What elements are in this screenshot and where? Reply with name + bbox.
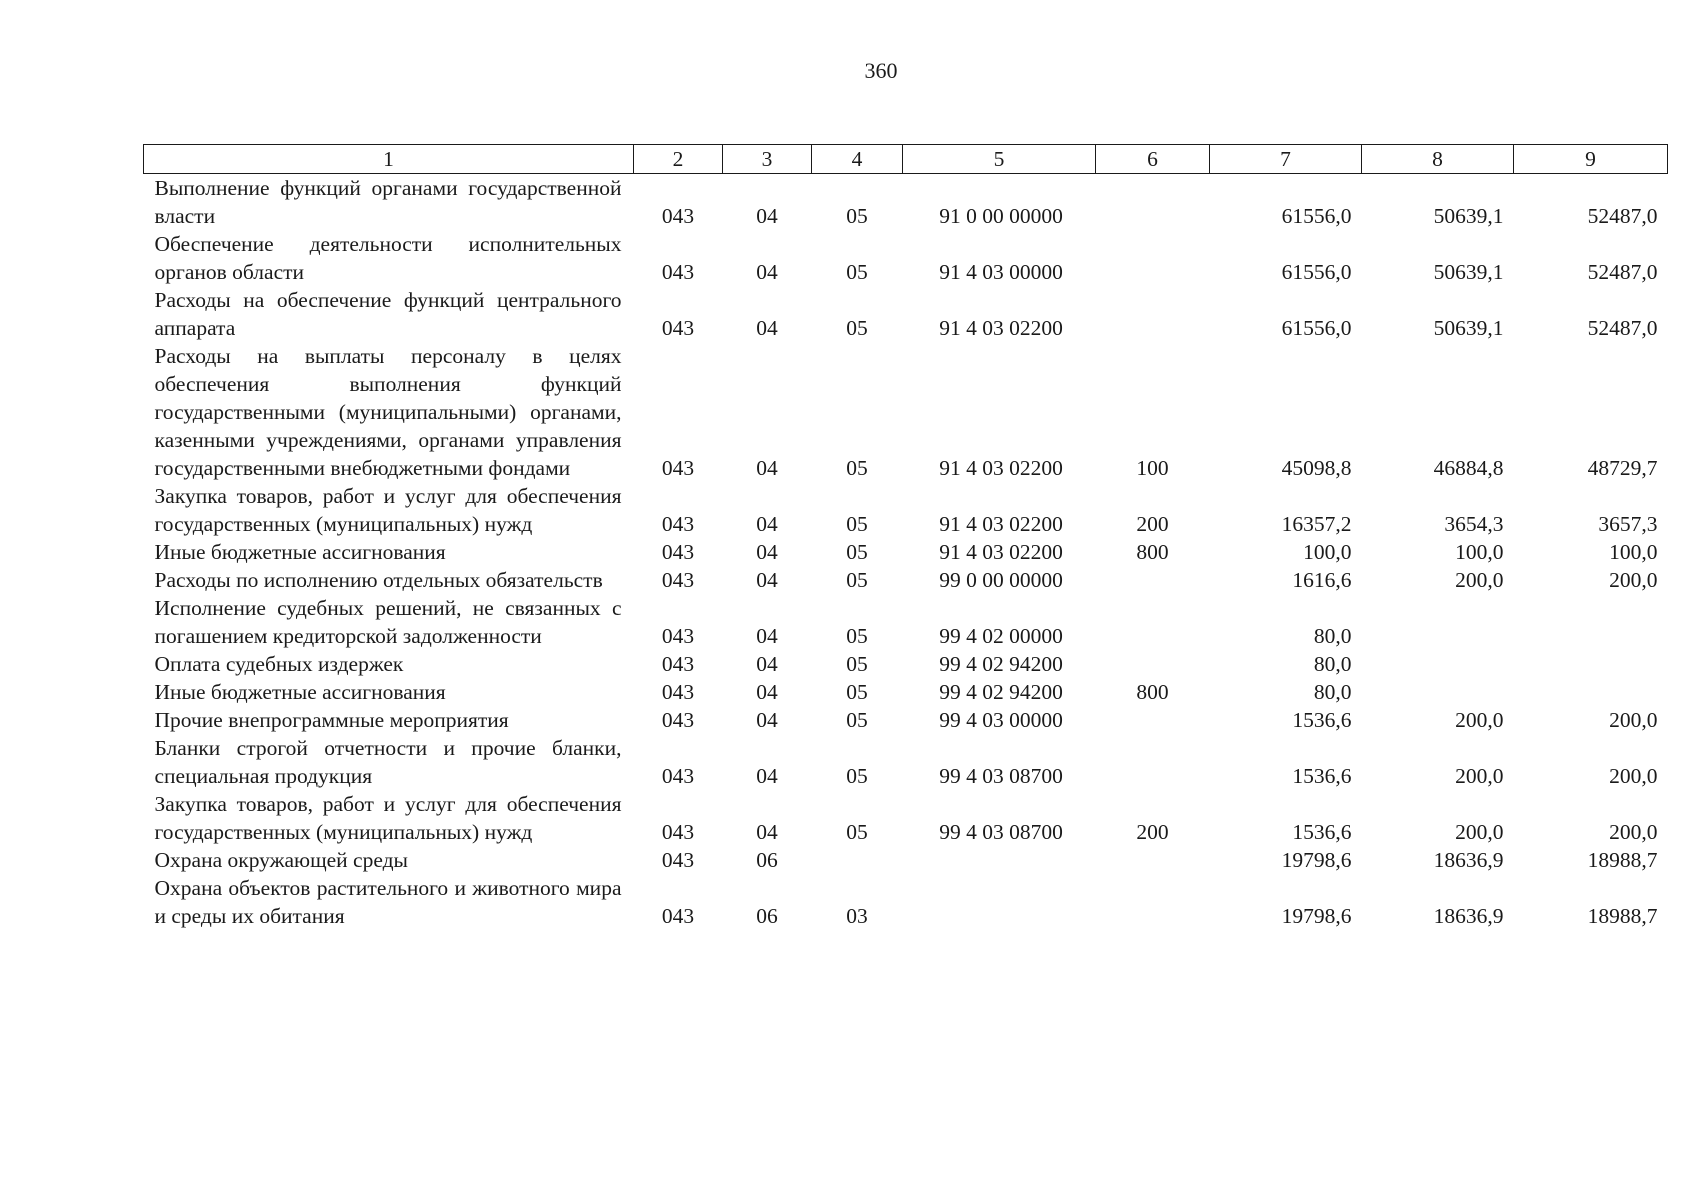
amount-col7-cell: 16357,2 [1281,512,1352,536]
row-name-cell: Иные бюджетные ассигнования [154,540,446,564]
column-header-2: 2 [634,145,723,174]
column-header-7: 7 [1210,145,1362,174]
amount-col8-cell: 200,0 [1455,820,1504,844]
target-article-cell: 91 4 03 02200 [939,540,1063,564]
subsection-cell: 05 [846,568,868,592]
subsection-cell [812,846,903,874]
page-number: 360 [864,58,898,83]
row-name-cell: Бланки строгой отчетности и прочие бланки, специальная продукция [154,736,622,788]
amount-col9-cell [1514,678,1668,706]
target-article-cell: 91 4 03 00000 [939,260,1063,284]
expense-type-cell [1096,874,1210,930]
table-row [144,538,1668,566]
admin-code-cell: 043 [661,540,695,564]
section-cell: 04 [756,680,778,704]
table-row [144,650,1668,678]
table-row [144,230,1668,286]
row-name-cell: Выполнение функций органами государственной власти [154,176,622,228]
row-name-cell: Расходы по исполнению отдельных обязательств [154,568,603,592]
amount-col7-cell: 45098,8 [1281,456,1352,480]
table-row [144,286,1668,342]
section-cell: 04 [756,820,778,844]
amount-col9-cell: 18988,7 [1587,848,1658,872]
amount-col8-cell: 200,0 [1455,568,1504,592]
admin-code-cell: 043 [661,820,695,844]
amount-col7-cell: 80,0 [1313,680,1352,704]
table-row [144,566,1668,594]
row-name-cell: Охрана окружающей среды [154,848,408,872]
amount-col9-cell: 52487,0 [1587,316,1658,340]
target-article-cell: 99 4 02 94200 [939,680,1063,704]
amount-col9-cell: 200,0 [1609,764,1658,788]
expense-type-cell [1096,230,1210,286]
amount-col8-cell: 50639,1 [1433,316,1504,340]
subsection-cell: 05 [846,204,868,228]
table-row [144,678,1668,706]
admin-code-cell: 043 [661,764,695,788]
subsection-cell: 03 [846,904,868,928]
amount-col8-cell: 200,0 [1455,764,1504,788]
table-row [144,790,1668,846]
amount-col8-cell: 46884,8 [1433,456,1504,480]
target-article-cell: 99 4 02 94200 [939,652,1063,676]
expense-type-cell: 100 [1136,456,1169,480]
admin-code-cell: 043 [661,848,695,872]
header-row [144,145,1668,174]
row-name-cell: Иные бюджетные ассигнования [154,680,446,704]
amount-col7-cell: 1616,6 [1292,568,1352,592]
subsection-cell: 05 [846,624,868,648]
section-cell: 04 [756,764,778,788]
table-row [144,874,1668,930]
table-row [144,482,1668,538]
admin-code-cell: 043 [661,904,695,928]
amount-col8-cell: 3654,3 [1444,512,1504,536]
section-cell: 04 [756,260,778,284]
section-cell: 06 [756,904,778,928]
amount-col9-cell: 100,0 [1609,540,1658,564]
amount-col7-cell: 1536,6 [1292,708,1352,732]
amount-col8-cell [1362,678,1514,706]
amount-col9-cell: 18988,7 [1587,904,1658,928]
table-row [144,734,1668,790]
amount-col9-cell: 3657,3 [1598,512,1658,536]
section-cell: 04 [756,316,778,340]
amount-col9-cell: 200,0 [1609,568,1658,592]
subsection-cell: 05 [846,540,868,564]
amount-col7-cell: 19798,6 [1281,904,1352,928]
admin-code-cell: 043 [661,512,695,536]
amount-col7-cell: 61556,0 [1281,260,1352,284]
subsection-cell: 05 [846,512,868,536]
amount-col7-cell: 80,0 [1313,624,1352,648]
admin-code-cell: 043 [661,568,695,592]
row-name-cell: Оплата судебных издержек [154,652,404,676]
row-name-cell: Закупка товаров, работ и услуг для обеспечения государственных (муниципальных) нужд [154,484,622,536]
section-cell: 04 [756,512,778,536]
row-name-cell: Обеспечение деятельности исполнительных органов области [154,232,622,284]
subsection-cell: 05 [846,456,868,480]
subsection-cell: 05 [846,764,868,788]
amount-col7-cell: 61556,0 [1281,316,1352,340]
admin-code-cell: 043 [661,204,695,228]
amount-col9-cell: 200,0 [1609,708,1658,732]
column-header-4: 4 [812,145,903,174]
amount-col9-cell: 52487,0 [1587,260,1658,284]
target-article-cell: 99 4 03 00000 [939,708,1063,732]
target-article-cell: 91 4 03 02200 [939,316,1063,340]
target-article-cell: 91 4 03 02200 [939,456,1063,480]
expense-type-cell: 200 [1136,820,1169,844]
subsection-cell: 05 [846,820,868,844]
amount-col8-cell [1362,650,1514,678]
table-row [144,706,1668,734]
admin-code-cell: 043 [661,652,695,676]
admin-code-cell: 043 [661,680,695,704]
table-row [144,342,1668,482]
target-article-cell: 99 4 02 00000 [939,624,1063,648]
admin-code-cell: 043 [661,456,695,480]
expense-type-cell [1096,594,1210,650]
section-cell: 04 [756,708,778,732]
amount-col7-cell: 61556,0 [1281,204,1352,228]
amount-col8-cell: 18636,9 [1433,904,1504,928]
amount-col9-cell: 200,0 [1609,820,1658,844]
target-article-cell: 99 0 00 00000 [939,568,1063,592]
amount-col8-cell: 100,0 [1455,540,1504,564]
subsection-cell: 05 [846,652,868,676]
amount-col7-cell: 100,0 [1303,540,1352,564]
amount-col8-cell: 200,0 [1455,708,1504,732]
row-name-cell: Прочие внепрограммные мероприятия [154,708,509,732]
row-name-cell: Исполнение судебных решений, не связанных с погашением кредиторской задолженности [154,596,622,648]
column-header-1: 1 [144,145,634,174]
amount-col8-cell [1362,594,1514,650]
section-cell: 04 [756,568,778,592]
row-name-cell: Расходы на выплаты персоналу в целях обеспечения выполнения функций государственными (муниципальными) органами, казенными учреждениями, органами управления государственными внебюджетными фондами [154,344,622,480]
section-cell: 04 [756,624,778,648]
table-header [144,145,1668,174]
expense-type-cell: 200 [1136,512,1169,536]
row-name-cell: Охрана объектов растительного и животного мира и среды их обитания [154,876,622,928]
amount-col8-cell: 18636,9 [1433,848,1504,872]
amount-col8-cell: 50639,1 [1433,260,1504,284]
expense-type-cell [1096,706,1210,734]
section-cell: 04 [756,540,778,564]
table-row [144,846,1668,874]
target-article-cell: 99 4 03 08700 [939,764,1063,788]
section-cell: 04 [756,652,778,676]
target-article-cell [903,846,1096,874]
admin-code-cell: 043 [661,260,695,284]
amount-col9-cell: 52487,0 [1587,204,1658,228]
subsection-cell: 05 [846,260,868,284]
amount-col7-cell: 80,0 [1313,652,1352,676]
expense-type-cell [1096,286,1210,342]
subsection-cell: 05 [846,316,868,340]
section-cell: 04 [756,456,778,480]
target-article-cell: 99 4 03 08700 [939,820,1063,844]
target-article-cell [903,874,1096,930]
column-header-3: 3 [723,145,812,174]
target-article-cell: 91 4 03 02200 [939,512,1063,536]
amount-col7-cell: 1536,6 [1292,764,1352,788]
admin-code-cell: 043 [661,316,695,340]
table-row [144,174,1668,231]
section-cell: 06 [756,848,778,872]
subsection-cell: 05 [846,708,868,732]
admin-code-cell: 043 [661,624,695,648]
expense-type-cell: 800 [1136,540,1169,564]
expense-type-cell [1096,734,1210,790]
expense-type-cell [1096,174,1210,231]
column-header-5: 5 [903,145,1096,174]
column-header-6: 6 [1096,145,1210,174]
expense-type-cell [1096,650,1210,678]
admin-code-cell: 043 [661,708,695,732]
section-cell: 04 [756,204,778,228]
table-row [144,594,1668,650]
budget-table [143,144,1668,930]
row-name-cell: Закупка товаров, работ и услуг для обеспечения государственных (муниципальных) нужд [154,792,622,844]
amount-col7-cell: 1536,6 [1292,820,1352,844]
target-article-cell: 91 0 00 00000 [939,204,1063,228]
amount-col9-cell [1514,650,1668,678]
amount-col9-cell [1514,594,1668,650]
expense-type-cell [1096,846,1210,874]
column-header-9: 9 [1514,145,1668,174]
expense-type-cell [1096,566,1210,594]
table-body [144,174,1668,931]
column-header-8: 8 [1362,145,1514,174]
row-name-cell: Расходы на обеспечение функций центрального аппарата [154,288,622,340]
amount-col9-cell: 48729,7 [1587,456,1658,480]
amount-col7-cell: 19798,6 [1281,848,1352,872]
expense-type-cell: 800 [1136,680,1169,704]
amount-col8-cell: 50639,1 [1433,204,1504,228]
subsection-cell: 05 [846,680,868,704]
